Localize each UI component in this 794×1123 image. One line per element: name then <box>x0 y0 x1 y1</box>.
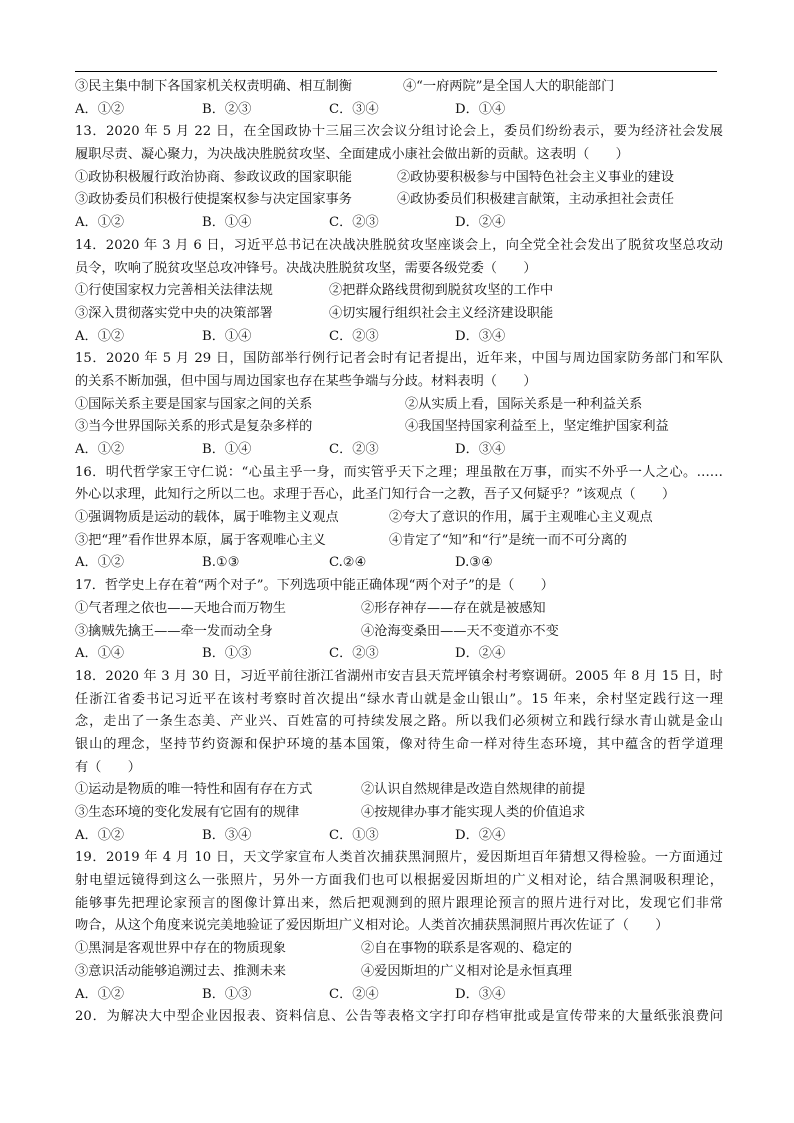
q19-option-2: ②自在事物的联系是客观的、稳定的 <box>361 941 572 957</box>
answer-d[interactable]: D．②④ <box>455 646 506 662</box>
answer-b[interactable]: B．①④ <box>202 215 252 231</box>
q15-option-4: ④我国坚持国家利益至上，坚定维护国家利益 <box>405 419 669 435</box>
q16-option-4: ④肯定了“知”和“行”是统一而不可分离的 <box>389 532 627 548</box>
q12-answers <box>75 99 723 122</box>
q17-answers <box>75 643 723 666</box>
q19-option-1: ①黑洞是客观世界中存在的物质现象 <box>75 941 286 957</box>
exam-page <box>75 76 723 1029</box>
answer-c[interactable]: C．①③ <box>329 827 379 843</box>
q14-option-2: ②把群众路线贯彻到脱贫攻坚的工作中 <box>329 283 554 299</box>
q15-options-row <box>75 394 723 417</box>
q18-stem: 有（ ） <box>75 759 141 775</box>
q19-option-4: ④爱因斯坦的广义相对论是永恒真理 <box>361 963 572 979</box>
answer-b[interactable]: B．①③ <box>202 986 252 1002</box>
q17-option-1: ①气者理之依也——天地合而万物生 <box>75 600 286 616</box>
answer-d[interactable]: D．②④ <box>455 827 506 843</box>
answer-d[interactable]: D．③④ <box>455 986 506 1002</box>
q17-option-2: ②形存神存——存在就是被感知 <box>361 600 546 616</box>
answer-b[interactable]: B．①③ <box>202 646 252 662</box>
q12-options-row <box>75 76 723 99</box>
answer-a[interactable]: A．①④ <box>75 646 125 662</box>
q16-option-1: ①强调物质是运动的载体，属于唯物主义观点 <box>75 510 339 526</box>
q18-option-2: ②认识自然规律是改造自然规律的前提 <box>361 782 586 798</box>
q16-options-row <box>75 530 723 553</box>
answer-c[interactable]: C．②④ <box>329 986 379 1002</box>
q14-options-row <box>75 303 723 326</box>
q13-options-row <box>75 167 723 190</box>
q17-stem: 17．哲学史上存在着“两个对子”。下列选项中能正确体现“两个对子”的是（ ） <box>75 578 554 594</box>
q19-stem: 吻合，从这个角度来说完美地验证了爱因斯坦广义相对论。人类首次捕获黑洞照片再次佐证了（ ） <box>75 918 669 934</box>
q16-option-3: ③把“理”看作世界本原，属于客观唯心主义 <box>75 532 326 548</box>
q17-options-row <box>75 598 723 621</box>
answer-b[interactable]: B.①③ <box>202 555 240 571</box>
q17-option-3: ③擒贼先擒王——牵一发而动全身 <box>75 623 273 639</box>
q19-stem: 能够事先把理论家预言的图像计算出来，然后把观测到的照片跟理论预言的照片进行对比，发现它们非常 <box>75 895 723 911</box>
q15-stem: 15．2020 年 5 月 29 日，国防部举行例行记者会时有记者提出，近年来，中国与周边国家防务部门和军队 <box>75 351 723 367</box>
answer-a[interactable]: A．①② <box>75 555 125 571</box>
q19-options-row <box>75 961 723 984</box>
q18-option-4: ④按规律办事才能实现人类的价值追求 <box>361 805 586 820</box>
q19-option-3: ③意识活动能够追溯过去、推测未来 <box>75 963 286 979</box>
q16-stem: 16．明代哲学家王守仁说：“心虽主乎一身，而实管乎天下之理；理虽散在万事，而实不外乎一人之心。…… <box>75 464 723 480</box>
q14-stem: 员令，吹响了脱贫攻坚总攻冲锋号。决战决胜脱贫攻坚，需要各级党委（ ） <box>75 260 537 276</box>
q13-option-2: ②政协要积极参与中国特色社会主义事业的建设 <box>397 169 674 185</box>
q15-answers <box>75 439 723 462</box>
q14-option-1: ①行使国家权力完善相关法律法规 <box>75 283 273 299</box>
answer-b[interactable]: B．②③ <box>202 101 252 117</box>
q16-answers <box>75 552 723 575</box>
answer-c[interactable]: C.②④ <box>329 555 367 571</box>
answer-c[interactable]: C．②③ <box>329 328 379 344</box>
answer-d[interactable]: D．①④ <box>455 101 506 117</box>
q17-option-4: ④沧海变桑田——天不变道亦不变 <box>361 623 559 639</box>
answer-d[interactable]: D．②④ <box>455 215 506 231</box>
q13-answers <box>75 212 723 235</box>
q18-option-3: ③生态环境的变化发展有它固有的规律 <box>75 805 300 820</box>
answer-a[interactable]: A．①② <box>75 215 125 231</box>
q13-options-row <box>75 189 723 212</box>
header-rule <box>75 71 717 72</box>
q13-stem: 13．2020 年 5 月 22 日，在全国政协十三届三次会议分组讨论会上，委员们纷纷表示，要为经济社会发展 <box>75 124 723 140</box>
q13-option-4: ④政协委员们积极建言献策，主动承担社会责任 <box>397 192 674 208</box>
q15-options-row <box>75 416 723 439</box>
answer-b[interactable]: B．①④ <box>202 328 252 344</box>
q14-options-row <box>75 280 723 303</box>
answer-a[interactable]: A．①② <box>75 328 125 344</box>
q16-options-row <box>75 507 723 530</box>
q15-option-2: ②从实质上看，国际关系是一种利益关系 <box>405 396 643 412</box>
q19-options-row <box>75 938 723 961</box>
answer-c[interactable]: C．③④ <box>329 101 379 117</box>
answer-a[interactable]: A．①② <box>75 442 125 457</box>
q18-stem: 银山的理念，坚持节约资源和保护环境的基本国策，像对待生命一样对待生态环境，其中蕴含的哲学道理 <box>75 736 723 752</box>
q15-option-1: ①国际关系主要是国家与国家之间的关系 <box>75 396 313 412</box>
answer-b[interactable]: B．③④ <box>202 827 252 843</box>
answer-c[interactable]: C．②③ <box>329 442 379 457</box>
answer-d[interactable]: D.③④ <box>455 555 493 571</box>
q18-stem: 18．2020 年 3 月 30 日，习近平前往浙江省湖州市安吉县天荒坪镇余村考察调研。2005 年 8 月 15 日，时 <box>75 668 723 684</box>
q16-stem: 外心以求理，此知行之所以二也。求理于吾心，此圣门知行合一之教，吾子又何疑乎？”该观点（ ） <box>75 487 676 503</box>
q19-answers <box>75 984 723 1007</box>
q18-answers <box>75 825 723 848</box>
answer-c[interactable]: C．②③ <box>329 215 379 231</box>
q18-option-1: ①运动是物质的唯一特性和固有存在方式 <box>75 782 313 798</box>
q14-option-3: ③深入贯彻落实党中央的决策部署 <box>75 305 273 321</box>
q13-option-3: ③政协委员们积极行使提案权参与决定国家事务 <box>75 192 352 208</box>
answer-a[interactable]: A．①② <box>75 986 125 1002</box>
answer-d[interactable]: D．③④ <box>455 442 506 457</box>
q18-stem: 任浙江省委书记习近平在该村考察时首次提出“绿水青山就是金山银山”。15 年来，余村坚定践行这一理 <box>75 691 723 707</box>
q19-stem: 19．2019 年 4 月 10 日，天文学家宣布人类首次捕获黑洞照片，爱因斯坦百年猜想又得检验。一方面通过 <box>75 850 723 866</box>
q16-option-2: ②夸大了意识的作用，属于主观唯心主义观点 <box>389 510 653 526</box>
answer-d[interactable]: D．③④ <box>455 328 506 344</box>
q17-options-row <box>75 621 723 644</box>
q14-stem: 14．2020 年 3 月 6 日，习近平总书记在决战决胜脱贫攻坚座谈会上，向全党全社会发出了脱贫攻坚总攻动 <box>75 237 723 253</box>
q18-options-row <box>75 802 723 825</box>
q19-stem: 射电望远镜得到这么一张照片，另外一方面我们也可以根据爱因斯坦的广义相对论，结合黑洞吸积理论， <box>75 873 723 889</box>
answer-c[interactable]: C．②③ <box>329 646 379 662</box>
q18-stem: 念，走出了一条生态美、产业兴、百姓富的可持续发展之路。所以我们必须树立和践行绿水青山就是金山 <box>75 714 723 730</box>
q18-options-row <box>75 779 723 802</box>
q12-option-4: ④“一府两院”是全国人大的职能部门 <box>403 79 615 94</box>
q14-option-4: ④切实履行组织社会主义经济建设职能 <box>329 305 554 321</box>
q20-stem: 20．为解决大中型企业因报表、资料信息、公告等表格文字打印存档审批或是宣传带来的大量纸张浪费问 <box>75 1009 723 1025</box>
answer-a[interactable]: A．①② <box>75 101 125 117</box>
q13-option-1: ①政协积极履行政治协商、参政议政的国家职能 <box>75 169 352 185</box>
q14-answers <box>75 326 723 349</box>
answer-a[interactable]: A．①② <box>75 827 125 843</box>
q13-stem: 履职尽责、凝心聚力，为决战决胜脱贫攻坚、全面建成小康社会做出新的贡献。这表明（ ） <box>75 147 629 163</box>
q15-option-3: ③当今世界国际关系的形式是复杂多样的 <box>75 419 313 435</box>
answer-b[interactable]: B．①④ <box>202 442 252 457</box>
q15-stem: 的关系不断加强，但中国与周边国家也存在某些争端与分歧。材料表明（ ） <box>75 373 537 389</box>
q12-option-3: ③民主集中制下各国家机关权责明确、相互制衡 <box>75 79 352 94</box>
